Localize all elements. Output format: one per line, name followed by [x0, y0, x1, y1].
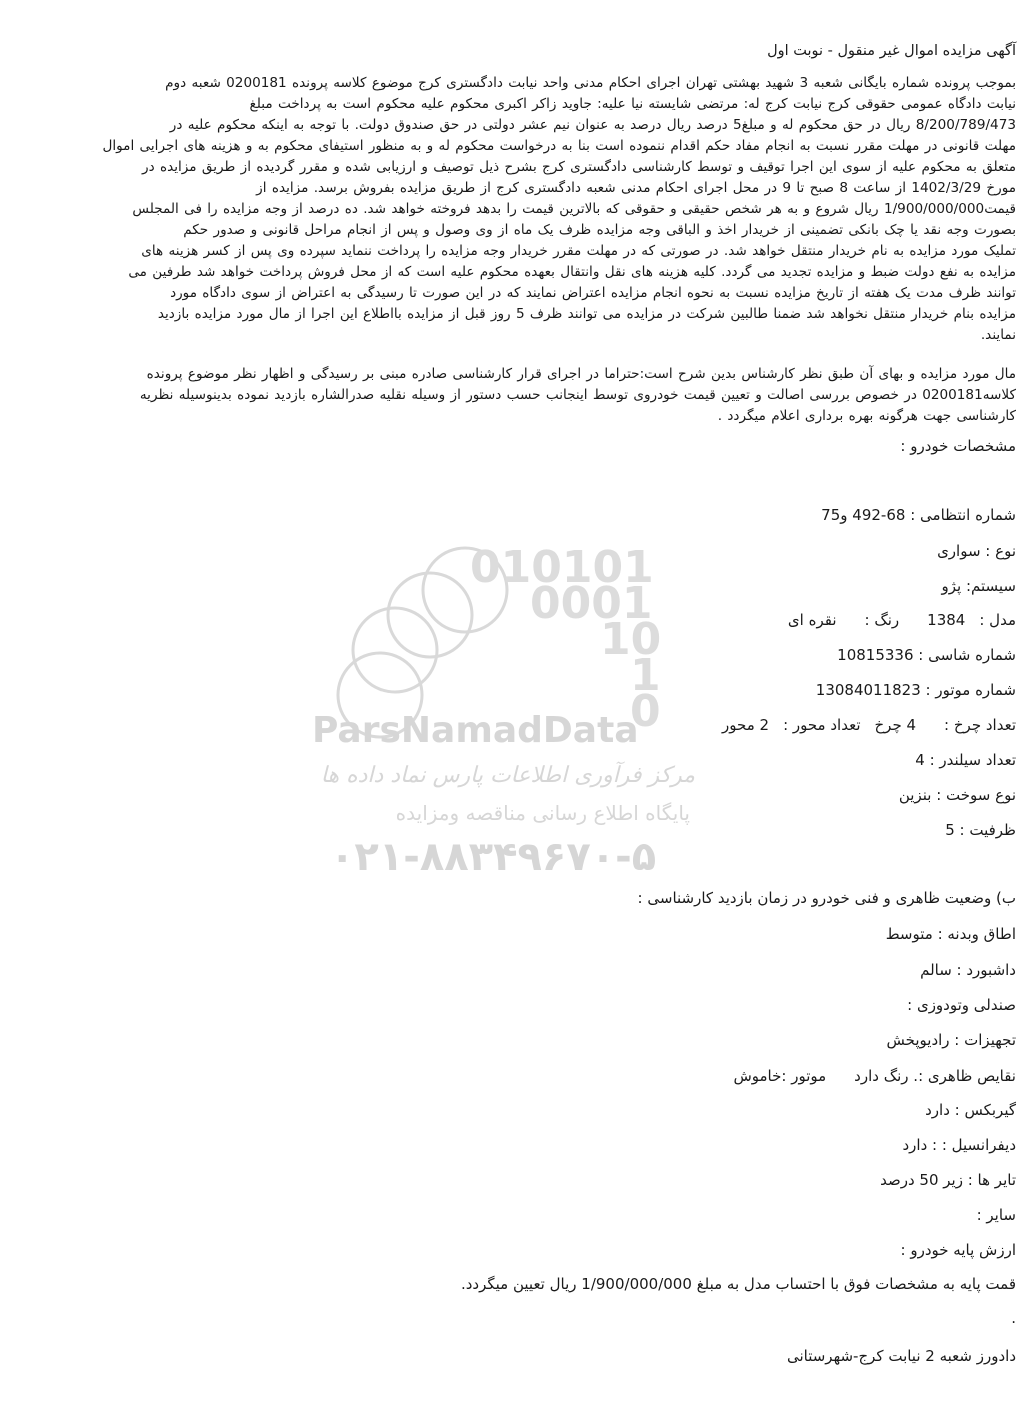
vehicle-capacity: ظرفیت : 5 — [945, 821, 1016, 839]
signature: دادورز شعبه 2 نیابت کرج-شهرستانی — [786, 1347, 1016, 1365]
intro-line: نمایند. — [980, 327, 1016, 343]
condition-gearbox: گیربکس : دارد — [925, 1101, 1016, 1119]
intro-line: بصورت وجه نقد یا چک بانکی تضمینی از خریدار اخذ و الباقی وجه مزایده ظرف یک ماه از وی وصول و پس از انجام مراحل قانونی و صدور حکم — [183, 222, 1016, 238]
vehicle-chassis: شماره شاسی : 10815336 — [837, 646, 1016, 664]
condition-differential: دیفرانسیل : : دارد — [902, 1136, 1016, 1154]
vehicle-cylinders: تعداد سیلندر : 4 — [915, 751, 1016, 769]
condition-base-value: ارزش پایه خودرو : — [900, 1241, 1016, 1259]
vehicle-wheels-row — [722, 715, 1016, 735]
intro-line: توانند ظرف مدت یک هفته از تاریخ مزایده نسبت به نحوه انجام مزایده اعتراض نمایند که در این صورت تا رسیدگی به اعتراض از سوی دادگاه مورد — [170, 285, 1016, 301]
watermark-binary-5: 0 — [630, 686, 661, 737]
watermark-phone: ۰۲۱-۸۸۳۴۹۶۷۰-۵ — [330, 834, 657, 880]
expert-line: کارشناسی جهت هرگونه بهره برداری اعلام میگردد . — [717, 408, 1016, 424]
watermark-petal — [353, 608, 437, 692]
intro-line: متعلق به محکوم علیه از سوی این اجرا توقیف و توسط کارشناسی دادگستری کرج بشرح ذیل توصیف و ارزیابی شده و مقرر گردیده از طریق مزایده در — [142, 159, 1016, 175]
intro-line: نیابت دادگاه عمومی حقوقی کرج نیابت کرج له: مرتضی شایسته نیا علیه: جاوید زاکر اکبری محکوم علیه محکوم است به پرداخت مبلغ — [249, 96, 1016, 112]
condition-tires: تایر ها : زیر 50 درصد — [880, 1171, 1016, 1189]
watermark-petal — [338, 653, 422, 737]
wheels-value: 4 چرخ — [874, 716, 917, 734]
vehicle-heading: مشخصات خودرو : — [900, 437, 1016, 455]
condition-heading: ب) وضعیت ظاهری و فنی خودرو در زمان بازدید کارشناسی : — [637, 889, 1016, 907]
watermark-binary-4: 1 — [630, 650, 661, 701]
condition-body: اطاق وبدنه : متوسط — [885, 925, 1016, 943]
vehicle-plate: شماره انتظامی : 68-492 و75 — [821, 506, 1016, 524]
vehicle-type: نوع : سواری — [937, 542, 1016, 560]
intro-line: مزایده به نفع دولت ضبط و مزایده تجدید می گردد. کلیه هزینه های نقل وانتقال بعهده محکوم علیه است که از محل فروش پرداخت خواهد شد طرفین می — [128, 264, 1016, 280]
model-label: مدل : — [979, 611, 1016, 629]
watermark-petal — [423, 548, 507, 632]
axles-label: تعداد محور : — [783, 716, 861, 734]
condition-seats: صندلی وتودوزی : — [907, 996, 1016, 1014]
intro-line: مهلت قانونی در مهلت مقرر نسبت به انجام مفاد حکم اقدام ننموده است بنا به درخواست محکوم له و به منظور استیفای محکوم به و هزینه های اجرایی اموال — [102, 138, 1016, 154]
vehicle-model-row — [788, 610, 1016, 630]
condition-equipment: تجهیزات : رادیوپخش — [886, 1031, 1016, 1049]
watermark-binary-1: 010101 — [470, 542, 654, 593]
defects-label: نقایص ظاهری :. رنگ دارد — [854, 1067, 1016, 1085]
model-value: 1384 — [927, 611, 966, 629]
intro-line: بموجب پرونده شماره بایگانی شعبه 3 شهید بهشتی تهران اجرای احکام مدنی واحد نیابت دادگستری کرج موضوع کلاسه پرونده 0200181 شعبه دوم — [165, 75, 1016, 91]
vehicle-engine: شماره موتور : 13084011823 — [815, 681, 1016, 699]
condition-other: سایر : — [976, 1206, 1016, 1224]
intro-line: تملیک مورد مزایده به نام خریدار منتقل خواهد شد. در صورتی که در مهلت مقرر خریدار وجه مزایده را پرداخت ننماید سپرده وی پس از کسر هزینه های — [141, 243, 1016, 259]
expert-line: کلاسه0200181 در خصوص بررسی اصالت و تعیین قیمت خودروی توسط اینجانب حسب دستور از وسیله نقلیه صدرالشاره بازدید نموده بدینوسیله نظریه — [139, 387, 1016, 403]
watermark-persian-2: پایگاه اطلاع رسانی مناقصه ومزایده — [395, 801, 690, 825]
intro-line: 8/200/789/473 ریال در حق محکوم له و مبلغ5 درصد ریال درصد به عنوان نیم عشر دولتی در حق صندوق دولت. با توجه به اینکه محکوم علیه در — [169, 117, 1016, 133]
watermark-binary-3: 10 — [600, 614, 662, 665]
watermark-logo — [300, 520, 720, 880]
axles-value: 2 محور — [722, 716, 770, 734]
separator-dot: . — [1011, 1309, 1016, 1327]
condition-dashboard: داشبورد : سالم — [920, 961, 1016, 979]
color-label: رنگ : — [864, 611, 900, 629]
base-price-line: قمت پایه به مشخصات فوق با احتساب مدل به مبلغ 1/900/000/000 ریال تعیین میگردد. — [460, 1275, 1016, 1293]
watermark-brand: ParsNamadData — [312, 710, 639, 751]
wheels-label: تعداد چرخ : — [944, 716, 1016, 734]
notice-title: آگهی مزایده اموال غیر منقول - نوبت اول — [767, 43, 1016, 59]
expert-line: مال مورد مزایده و بهای آن طبق نظر کارشناس بدین شرح است:حتراما در اجرای قرار کارشناسی صادره مبنی بر رسیدگی و اظهار نظر موضوع پرونده — [146, 366, 1016, 382]
color-value: نقره ای — [787, 611, 837, 629]
watermark-petal — [388, 573, 472, 657]
intro-line: مورخ 1402/3/29 از ساعت 8 صبح تا 9 در محل اجرای احکام مدنی شعبه دادگستری کرج از طریق مزایده بفروش برسد. مزایده از — [256, 180, 1016, 196]
vehicle-system: سیستم: پژو — [941, 577, 1016, 595]
watermark-binary-2: 0001 — [530, 578, 653, 629]
condition-defects-row — [733, 1066, 1016, 1086]
watermark — [300, 520, 720, 880]
defects-engine: موتور :خاموش — [733, 1067, 827, 1085]
watermark-persian-1: مرکز فرآوری اطلاعات پارس نماد داده ها — [320, 763, 695, 788]
intro-line: مزایده بنام خریدار منتقل نخواهد شد ضمنا طالبین شرکت در مزایده می توانند ظرف 5 روز قبل از مزایده بااطلاع این اجرا از مال مورد مزایده بازدید — [157, 306, 1016, 322]
vehicle-fuel: نوع سوخت : بنزین — [898, 786, 1016, 804]
intro-line: قیمت1/900/000/000 ریال شروع و به هر شخص حقیقی و حقوقی که بالاترین قیمت را بدهد فروخته خواهد شد. ده درصد از وجه مزایده را فی المجلس — [132, 201, 1016, 217]
